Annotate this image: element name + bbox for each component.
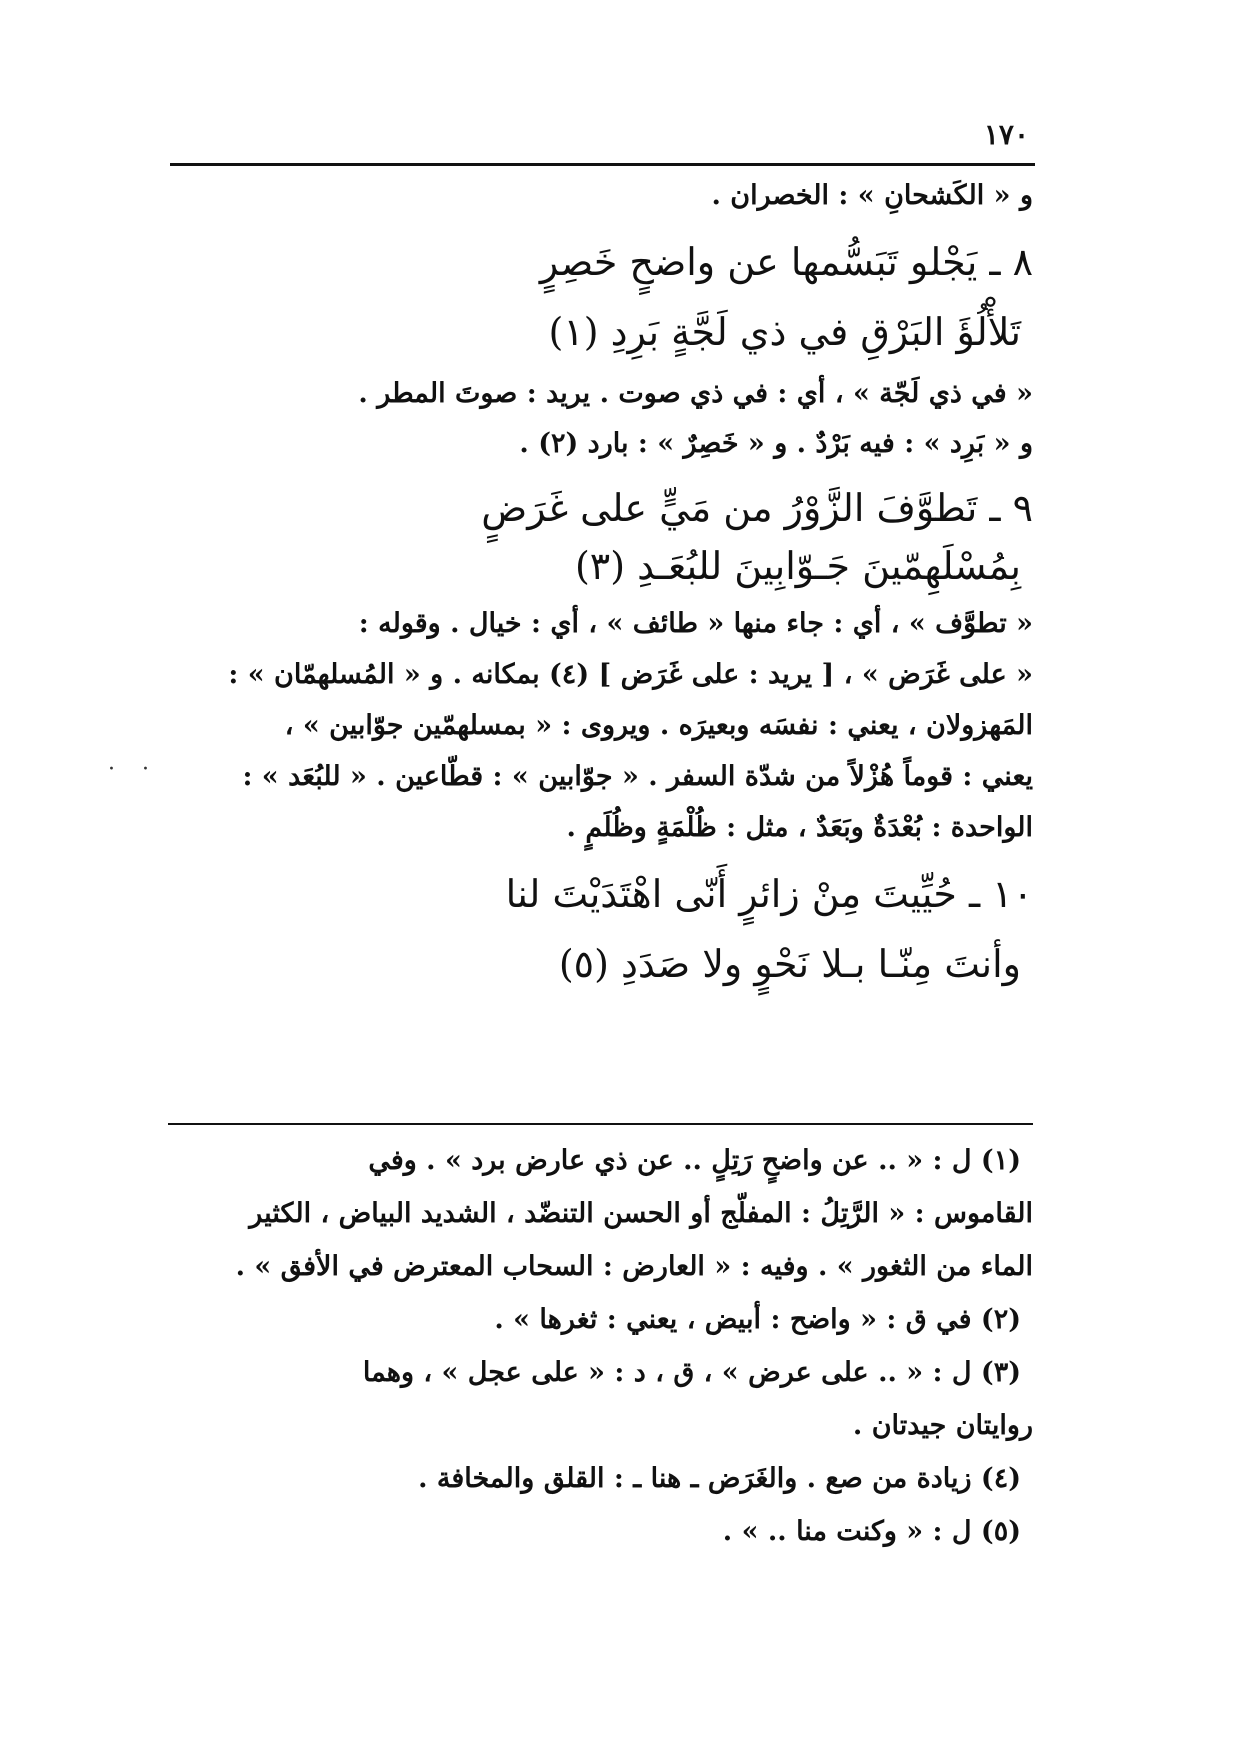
footnote-3: (٣) ل : « .. على عرض » ، ق ، د : « على عجل » ، وهما <box>362 1357 1021 1388</box>
prose-line: « في ذي لَجّة » ، أي : في ذي صوت . يريد : صوتَ المطر . <box>358 378 1033 409</box>
prose-line: و « الكَشحانِ » : الخصران . <box>711 180 1033 211</box>
header-rule <box>170 163 1035 166</box>
verse-line-9-second-hemistich: بِمُسْلَهِمّينَ جَـوّابِينَ للبُعَـدِ (٣) <box>574 544 1021 588</box>
prose-line: « على غَرَض » ، [ يريد : على غَرَض ] (٤) بمكانه . و « المُسلهمّان » : <box>228 659 1033 690</box>
footnote-4: (٤) زيادة من صع . والغَرَض ـ هنا ـ : القلق والمخافة . <box>418 1463 1021 1494</box>
prose-line: الواحدة : بُعْدَةٌ وبَعَدٌ ، مثل : ظُلْمَةٍ وظُلَمٍ . <box>566 812 1033 843</box>
footnote-1: (١) ل : « .. عن واضحٍ رَتِلٍ .. عن ذي عارض برد » . وفي <box>368 1145 1021 1176</box>
prose-line: يعني : قوماً هُزْلاً من شدّة السفر . « جوّابين » : قطّاعين . « للبُعَد » : <box>242 761 1033 792</box>
page-number: ١٧٠ <box>983 118 1029 151</box>
verse-line-8-second-hemistich: تَلأْلُؤَ البَرْقِ في ذي لَجَّةٍ بَرِدِ (١) <box>548 310 1021 354</box>
verse-line-9-first-hemistich: ٩ ـ تَطوَّفَ الزَّوْرُ من مَيٍّ على غَرَضٍ <box>481 486 1033 530</box>
footnote-1-continued: الماء من الثغور » . وفيه : « العارض : السحاب المعترض في الأفق » . <box>235 1251 1033 1282</box>
footnote-2: (٢) في ق : « واضح : أبيض ، يعني : ثغرها » . <box>494 1304 1021 1335</box>
verse-line-10-second-hemistich: وأنتَ مِنّـا بـلا نَحْوٍ ولا صَدَدِ (٥) <box>558 942 1021 986</box>
verse-line-10-first-hemistich: ١٠ ـ حُيِّيتَ مِنْ زائرٍ أَنّى اهْتَدَيْتَ لنا <box>505 872 1033 916</box>
footnote-3-continued: روايتان جيدتان . <box>852 1410 1033 1441</box>
footnote-rule <box>168 1123 1033 1125</box>
footnote-1-continued: القاموس : « الرَّتِلُ : المفلّج أو الحسن التنضّد ، الشديد البياض ، الكثير <box>249 1198 1033 1229</box>
stray-marks: · · <box>108 757 159 782</box>
prose-line: و « بَرِد » : فيه بَرْدٌ . و « خَصِرٌ » : بارد (٢) . <box>519 428 1033 459</box>
footnote-5: (٥) ل : « وكنت منا .. » . <box>722 1516 1021 1547</box>
verse-line-8-first-hemistich: ٨ ـ يَجْلو تَبَسُّمها عن واضحٍ خَصِرٍ <box>539 240 1033 284</box>
prose-line: المَهزولان ، يعني : نفسَه وبعيرَه . ويروى : « بمسلهمّين جوّابين » ، <box>284 710 1033 741</box>
prose-line: « تطوَّف » ، أي : جاء منها « طائف » ، أي : خيال . وقوله : <box>358 608 1033 639</box>
